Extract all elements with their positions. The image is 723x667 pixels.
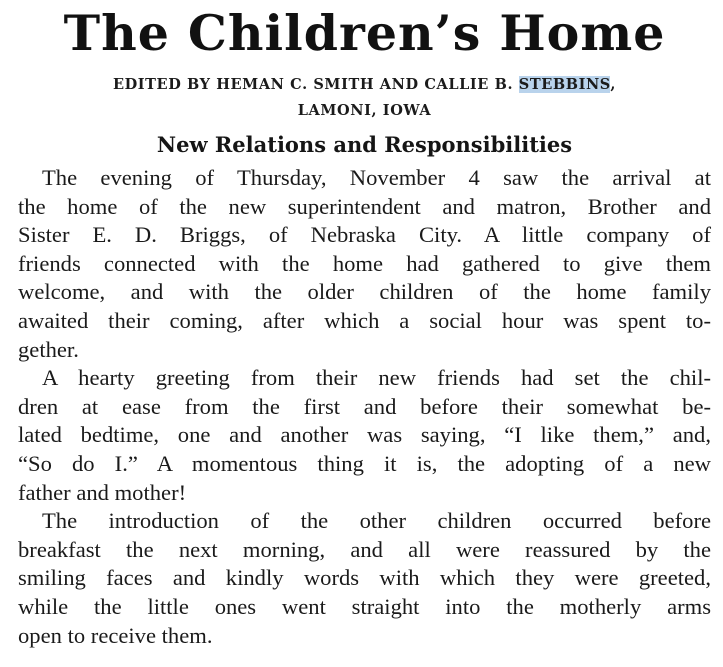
article-title: New Relations and Responsibilities — [156, 132, 573, 157]
text-line: awaited their coming, after which a social hour was spent to- — [18, 307, 711, 333]
paragraph-3 — [18, 507, 711, 650]
text-line: open to receive them. — [18, 622, 213, 648]
article-body — [18, 164, 711, 650]
text-line: lated bedtime, one and another was saying, “I like them,” and, — [18, 422, 711, 448]
text-line: gether. — [18, 336, 79, 362]
paragraph-1 — [18, 164, 711, 364]
text-line: A hearty greeting from their new friends had set the chil- — [42, 365, 711, 391]
text-line: The evening of Thursday, November 4 saw the arrival at — [42, 165, 711, 190]
paragraph-2 — [18, 364, 711, 507]
text-line: father and mother! — [18, 479, 187, 505]
masthead-title: The Children’s Home — [63, 4, 666, 62]
text-line: the home of the new superintendent and matron, Brother and — [18, 193, 711, 219]
text-line: while the little ones went straight into the motherly arms — [18, 593, 711, 619]
text-line: dren at ease from the first and before their somewhat be- — [18, 393, 711, 419]
editors-highlighted-name[interactable]: STEBBINS — [518, 76, 611, 93]
text-line: welcome, and with the older children of the home family — [18, 279, 711, 305]
text-line: Sister E. D. Briggs, of Nebraska City. A little company of — [18, 222, 711, 248]
text-line: breakfast the next morning, and all were reassured by the — [18, 536, 711, 562]
text-line: smiling faces and kindly words with which they were greeted, — [18, 565, 711, 591]
text-line: The introduction of the other children occurred before — [42, 508, 711, 534]
text-line: friends connected with the home had gathered to give them — [18, 250, 711, 276]
editors-line — [18, 72, 711, 98]
editors-prefix: EDITED BY HEMAN C. SMITH AND CALLIE B. — [112, 76, 519, 93]
location-line: LAMONI, IOWA — [297, 102, 432, 119]
text-line: “So do I.” A momentous thing it is, the adopting of a new — [18, 450, 711, 476]
editors-suffix: , — [610, 76, 617, 93]
